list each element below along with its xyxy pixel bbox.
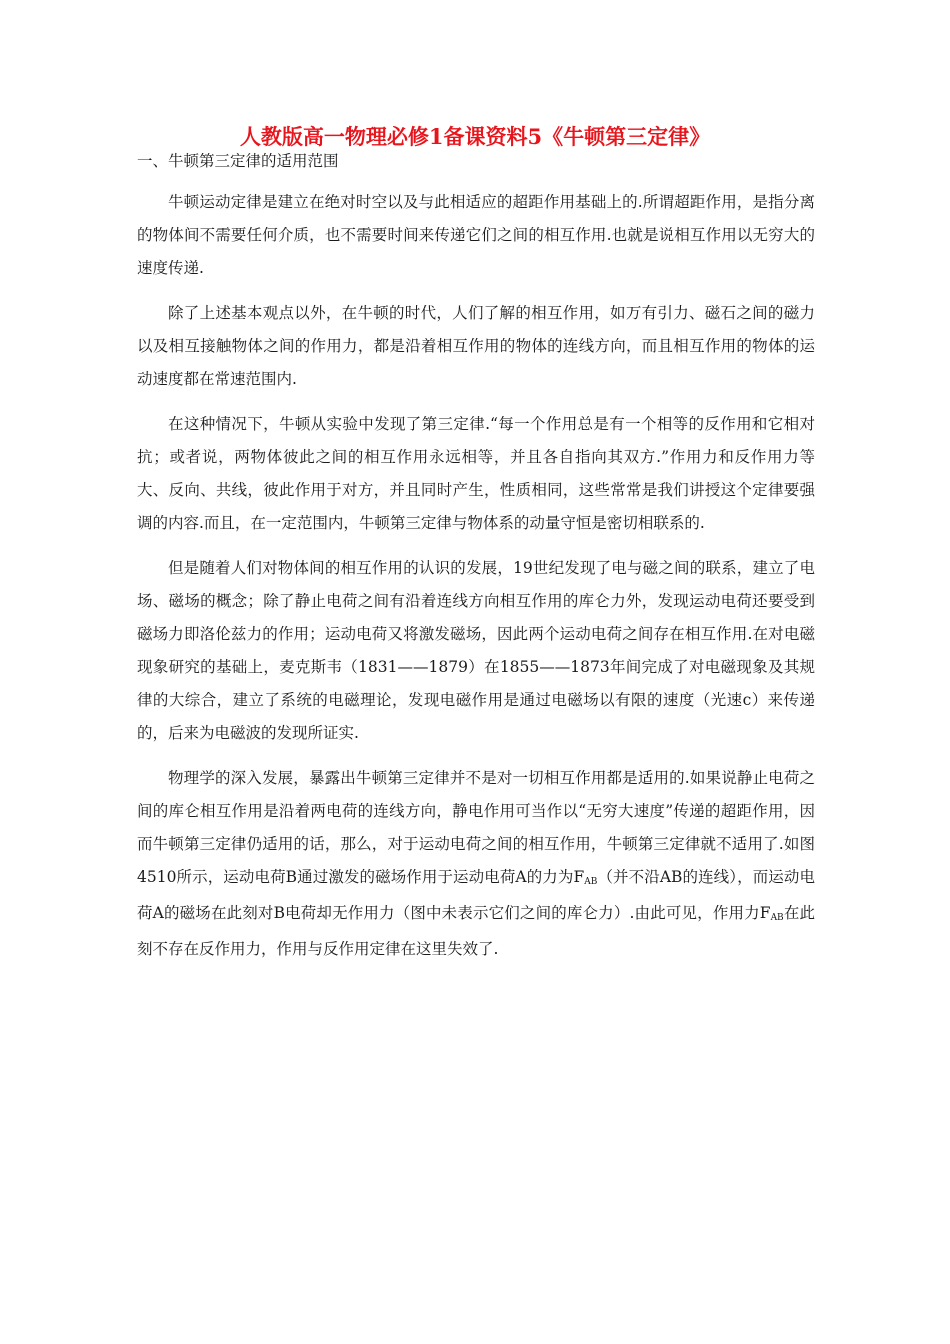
paragraph-5-part1: 物理学的深入发展，暴露出牛顿第三定律并不是对一切相互作用都是适用的.如果说静止电荷之间的库仑相互作用是沿着两电荷的连线方向，静电作用可当作以“无穷大速度”传递的超距作用，因而牛顿第三定律仍适用的话，那么，对于运动电荷之间的相互作用，牛顿第三定律就不适用了.如图4510所示，运动电荷B通过激发的磁场作用于运动电荷A的力为 [137,769,815,886]
paragraph-3: 在这种情况下，牛顿从实验中发现了第三定律.“每一个作用总是有一个相等的反作用和它相对抗；或者说，两物体彼此之间的相互作用永远相等，并且各自指向其双方.”作用力和反作用力等大、反向、共线，彼此作用于对方，并且同时产生，性质相同，这些常常是我们讲授这个定律要强调的内容.而且，在一定范围内，牛顿第三定律与物体系的动量守恒是密切相联系的. [137,415,815,532]
paragraph-4: 但是随着人们对物体间的相互作用的认识的发展，19世纪发现了电与磁之间的联系，建立了电场、磁场的概念；除了静止电荷之间有沿着连线方向相互作用的库仑力外，发现运动电荷还要受到磁场力即洛伦兹力的作用；运动电荷又将激发磁场，因此两个运动电荷之间存在相互作用.在对电磁现象研究的基础上，麦克斯韦（1831——1879）在1855——1873年间完成了对电磁现象及其规律的大综合，建立了系统的电磁理论，发现电磁作用是通过电磁场以有限的速度（光速c）来传递的，后来为电磁波的发现所证实. [137,559,815,742]
force-subscript: AB [584,877,598,887]
paragraph-1: 牛顿运动定律是建立在绝对时空以及与此相适应的超距作用基础上的.所谓超距作用，是指分离的物体间不需要任何介质，也不需要时间来传递它们之间的相互作用.也就是说相互作用以无穷大的速度传递. [137,193,815,277]
force-subscript-2: AB [770,913,784,923]
force-symbol-2: F [759,904,771,922]
document-body [137,148,815,978]
paragraph-5-part2: （并不沿AB的连线），而运动电荷A的磁场在此刻对B电荷却无作用力（图中未表示它们之间的库仑力）.由此可见，作用力 [137,868,815,922]
force-symbol: F [573,868,585,886]
paragraph-5 [137,762,815,966]
paragraph-2: 除了上述基本观点以外，在牛顿的时代，人们了解的相互作用，如万有引力、磁石之间的磁力以及相互接触物体之间的作用力，都是沿着相互作用的物体的连线方向，而且相互作用的物体的运动速度都在常速范围内. [137,304,815,388]
document-title: 人教版高一物理必修1备课资料5《牛顿第三定律》 [239,124,711,149]
section-heading: 一、牛顿第三定律的适用范围 [137,152,339,170]
paragraph-5-part3: 在此刻不存在反作用力，作用与反作用定律在这里失效了. [137,904,815,958]
